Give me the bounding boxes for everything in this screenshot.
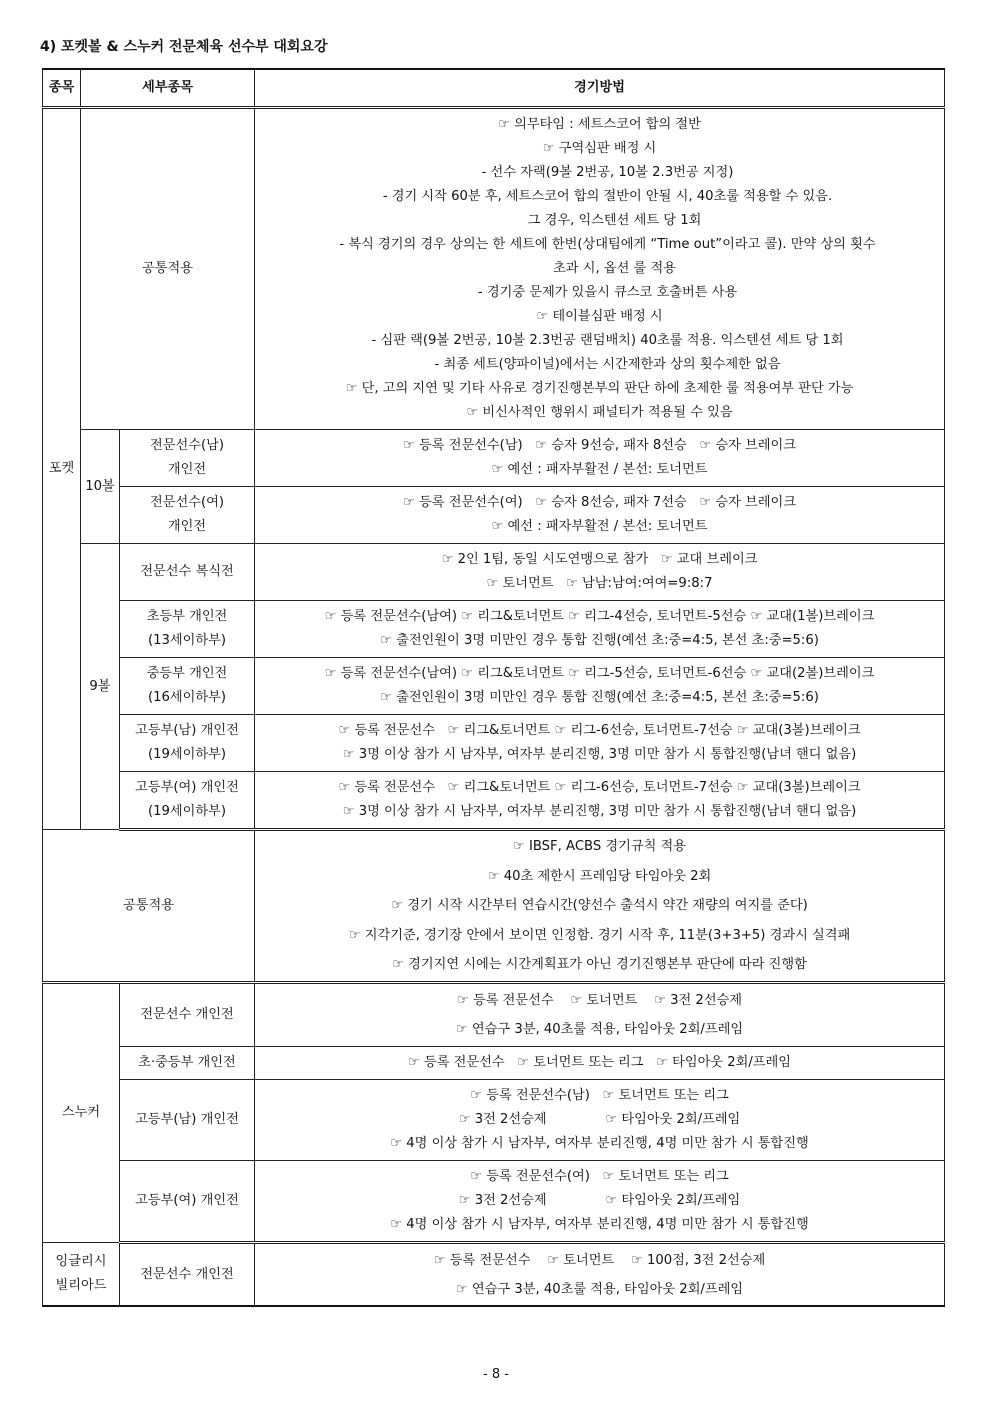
method-line: ☞ 등록 전문선수(남) ☞ 승자 9선승, 패자 8선승 ☞ 승자 브레이크 [403, 438, 796, 453]
method-line: ☞ 등록 전문선수 ☞ 토너먼트 ☞ 100점, 3전 2선승제 [433, 1252, 766, 1268]
event-name: 전문선수(여) 개인전 [120, 487, 255, 544]
pocket-common-method [255, 108, 945, 430]
method-line: - 최종 세트(양파이널)에서는 시간제한과 상의 횟수제한 없음 [434, 357, 781, 372]
event-method [255, 544, 945, 601]
event-method [255, 715, 945, 772]
english-row [43, 1243, 945, 1307]
event-name: 고등부(남) 개인전 (19세이하부) [120, 715, 255, 772]
snooker-common-method [255, 830, 945, 983]
event-method [255, 1161, 945, 1243]
method-line: ☞ 예선 : 패자부활전 / 본선: 토너먼트 [491, 462, 708, 477]
snooker-pro-row [43, 983, 945, 1047]
method-line: ☞ IBSF, ACBS 경기규칙 적용 [512, 839, 687, 855]
method-line: - 심판 랙(9볼 2번공, 10볼 2.3번공 랜덤배치) 40초룰 적용. 익스텐션 세트 당 1회 [371, 333, 844, 348]
snooker-common-label: 공통적용 [43, 830, 255, 983]
method-line: ☞ 테이블심판 배정 시 [536, 309, 663, 324]
method-line: ☞ 3전 2선승제 ☞ 타임아웃 2회/프레임 [458, 1112, 741, 1127]
ball9-label: 9볼 [81, 544, 120, 830]
method-line: ☞ 등록 전문선수 ☞ 리그&토너먼트 ☞ 리그-6선승, 토너먼트-7선승 ☞ 교대(3볼)브레이크 [338, 780, 861, 795]
method-line: ☞ 지각기준, 경기장 안에서 보이면 인정함. 경기 시작 후, 11분(3+3+5) 경과시 실격패 [348, 927, 851, 943]
ball9-elementary-row [43, 601, 945, 658]
event-name: 전문선수 개인전 [120, 1243, 255, 1307]
method-line: ☞ 출전인원이 3명 미만인 경우 통합 진행(예선 초:중=4:5, 본선 초:중=5:6) [380, 633, 819, 648]
event-name: 고등부(남) 개인전 [120, 1080, 255, 1161]
event-method [255, 487, 945, 544]
method-line: ☞ 3명 이상 참가 시 남자부, 여자부 분리진행, 3명 미만 참가 시 통합진행(남녀 핸디 없음) [342, 747, 857, 762]
header-sport: 종목 [43, 69, 81, 108]
ball9-high-women-row [43, 772, 945, 830]
page-number: - 8 - [483, 1367, 509, 1382]
method-line: - 선수 자랙(9볼 2번공, 10볼 2.3번공 지정) [481, 165, 734, 180]
method-line: ☞ 4명 이상 참가 시 남자부, 여자부 분리진행, 4명 미만 참가 시 통합진행 [390, 1217, 809, 1232]
method-line: ☞ 등록 전문선수(여) ☞ 승자 8선승, 패자 7선승 ☞ 승자 브레이크 [403, 495, 796, 510]
event-method [255, 1080, 945, 1161]
method-line: ☞ 등록 전문선수(남여) ☞ 리그&토너먼트 ☞ 리그-5선승, 토너먼트-6선승 ☞ 교대(2볼)브레이크 [324, 666, 875, 681]
method-line: ☞ 3명 이상 참가 시 남자부, 여자부 분리진행, 3명 미만 참가 시 통합진행(남녀 핸디 없음) [342, 804, 857, 819]
method-line: ☞ 등록 전문선수 ☞ 리그&토너먼트 ☞ 리그-6선승, 토너먼트-7선승 ☞ 교대(3볼)브레이크 [338, 723, 861, 738]
event-name: 전문선수 복식전 [120, 544, 255, 601]
event-method [255, 601, 945, 658]
pocket-common-row [43, 108, 945, 430]
ball10-women-row [43, 487, 945, 544]
method-line: ☞ 등록 전문선수 ☞ 토너먼트 ☞ 3전 2선승제 [456, 993, 743, 1008]
event-method [255, 1047, 945, 1080]
method-line: ☞ 연습구 3분, 40초룰 적용, 타임아웃 2회/프레임 [455, 1022, 744, 1037]
method-line: ☞ 예선 : 패자부활전 / 본선: 토너먼트 [491, 519, 708, 534]
method-line: 초과 시, 옵션 룰 적용 [553, 261, 676, 276]
event-name: 중등부 개인전 (16세이하부) [120, 658, 255, 715]
table-header-row [43, 69, 945, 108]
method-line: - 경기중 문제가 있을시 큐스코 호출버튼 사용 [477, 285, 738, 300]
event-name: 전문선수(남) 개인전 [120, 430, 255, 487]
method-line: ☞ 2인 1팀, 동일 시도연맹으로 참가 ☞ 교대 브레이크 [441, 552, 758, 567]
english-label: 잉글리시 빌리아드 [43, 1243, 120, 1307]
pocket-common-label: 공통적용 [81, 108, 255, 430]
method-line: ☞ 의무타임 : 세트스코어 합의 절반 [498, 117, 701, 132]
event-method [255, 983, 945, 1047]
method-line: ☞ 단, 고의 지연 및 기타 사유로 경기진행본부의 판단 하에 초제한 룰 적용여부 판단 가능 [345, 381, 854, 396]
event-name: 고등부(여) 개인전 (19세이하부) [120, 772, 255, 830]
method-line: ☞ 40초 제한시 프레임당 타임아웃 2회 [487, 868, 712, 884]
method-line: ☞ 등록 전문선수(남여) ☞ 리그&토너먼트 ☞ 리그-4선승, 토너먼트-5선승 ☞ 교대(1볼)브레이크 [324, 609, 875, 624]
method-line: ☞ 연습구 3분, 40초룰 적용, 타임아웃 2회/프레임 [455, 1281, 744, 1297]
method-line: ☞ 구역심판 배정 시 [542, 141, 657, 156]
method-line: ☞ 경기지연 시에는 시간계획표가 아닌 경기진행본부 판단에 따라 진행함 [392, 957, 807, 973]
rules-table [42, 68, 945, 1307]
header-method: 경기방법 [255, 69, 945, 108]
event-name: 초등부 개인전 (13세이하부) [120, 601, 255, 658]
ball9-high-men-row [43, 715, 945, 772]
ball10-men-row [43, 430, 945, 487]
snooker-high-women-row [43, 1161, 945, 1243]
section-heading: 4) 포켓볼 & 스누커 전문체육 선수부 대회요강 [40, 39, 328, 55]
event-name: 초·중등부 개인전 [120, 1047, 255, 1080]
ball9-middle-row [43, 658, 945, 715]
method-line: ☞ 등록 전문선수(남) ☞ 토너먼트 또는 리그 [470, 1088, 729, 1103]
event-method [255, 658, 945, 715]
event-method [255, 1243, 945, 1307]
ball10-label: 10볼 [81, 430, 120, 544]
method-line: - 복식 경기의 경우 상의는 한 세트에 한번(상대팀에게 “Time out”이라고 콜). 만약 상의 횟수 [339, 237, 876, 252]
method-line: 그 경우, 익스텐션 세트 당 1회 [527, 213, 702, 228]
method-line: ☞ 출전인원이 3명 미만인 경우 통합 진행(예선 초:중=4:5, 본선 초:중=5:6) [380, 690, 819, 705]
pocket-label: 포켓 [43, 108, 81, 830]
method-line: ☞ 4명 이상 참가 시 남자부, 여자부 분리진행, 4명 미만 참가 시 통합진행 [390, 1136, 809, 1151]
snooker-common-row [43, 830, 945, 983]
event-method [255, 772, 945, 830]
method-line: ☞ 3전 2선승제 ☞ 타임아웃 2회/프레임 [458, 1193, 741, 1208]
snooker-junior-row [43, 1047, 945, 1080]
header-event: 세부종목 [81, 69, 255, 108]
method-line: ☞ 등록 전문선수(여) ☞ 토너먼트 또는 리그 [470, 1169, 729, 1184]
method-line: ☞ 등록 전문선수 ☞ 토너먼트 또는 리그 ☞ 타임아웃 2회/프레임 [407, 1055, 792, 1070]
event-name: 고등부(여) 개인전 [120, 1161, 255, 1243]
event-name: 전문선수 개인전 [120, 983, 255, 1047]
method-line: ☞ 토너먼트 ☞ 남남:남여:여여=9:8:7 [486, 576, 713, 591]
method-line: ☞ 비신사적인 행위시 패널티가 적용될 수 있음 [466, 405, 733, 420]
event-method [255, 430, 945, 487]
snooker-label: 스누커 [43, 983, 120, 1243]
method-line: - 경기 시작 60분 후, 세트스코어 합의 절반이 안될 시, 40초룰 적용할 수 있음. [382, 189, 833, 204]
method-line: ☞ 경기 시작 시간부터 연습시간(양선수 출석시 약간 재량의 여지를 준다) [391, 898, 808, 914]
ball9-doubles-row [43, 544, 945, 601]
snooker-high-men-row [43, 1080, 945, 1161]
